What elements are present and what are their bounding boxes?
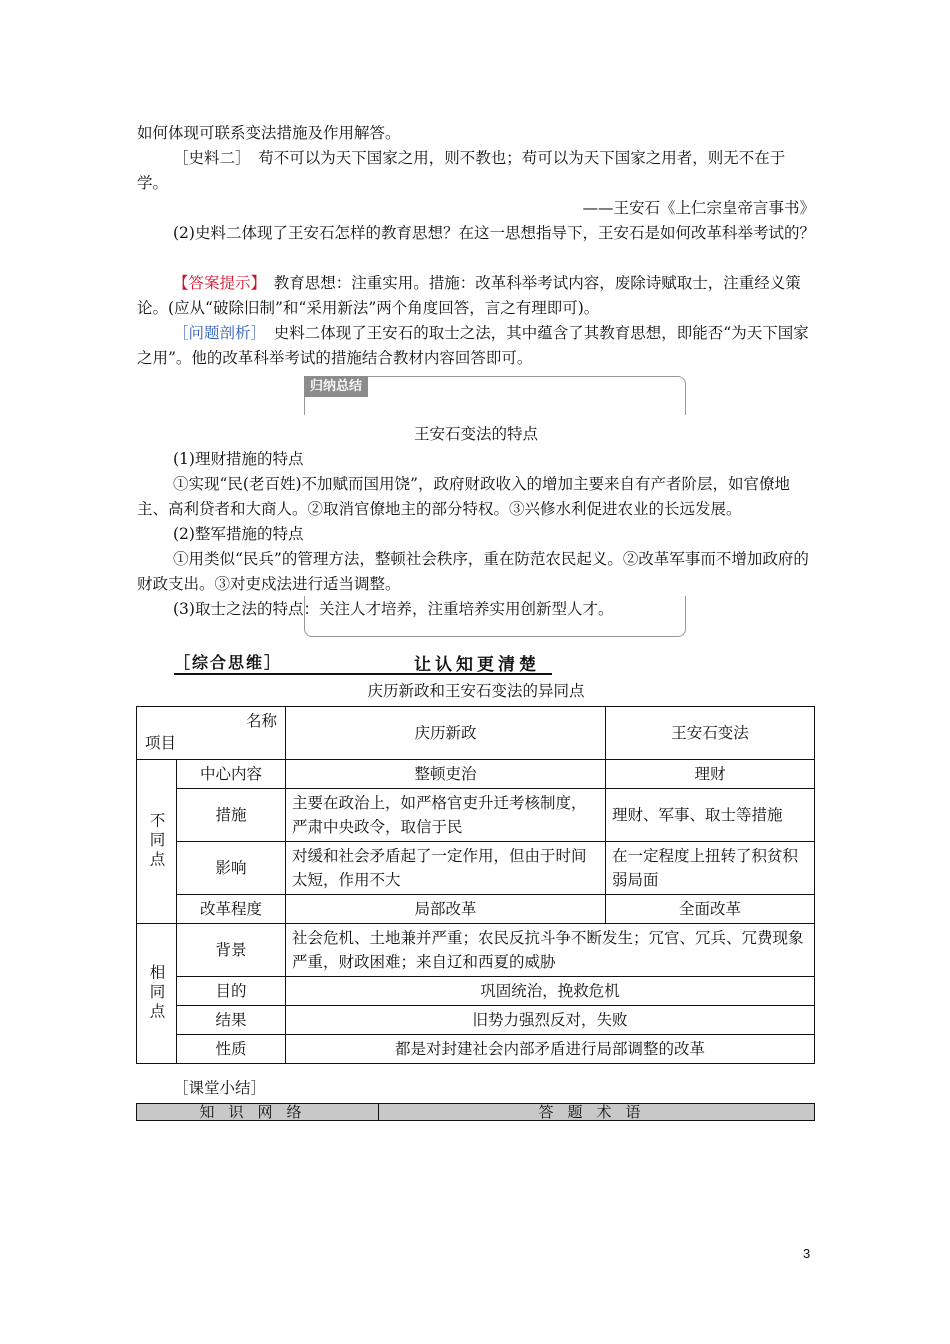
source-label: ［史料二］ <box>173 149 243 167</box>
table-caption: 庆历新政和王安石变法的异同点 <box>367 682 585 700</box>
analysis <box>137 321 815 371</box>
summary-text-1: ①实现“民(老百姓)不加赋而国用饶”，政府财政收入的增加主要来自有产者阶层，如官僚地主、高利贷者和大商人。②取消官僚地主的部分特权。③兴修水利促进农业的长远发展。 <box>137 475 790 518</box>
summary-text-2: ①用类似“民兵”的管理方法，整顿社会秩序，重在防范农民起义。②改革军事而不增加政府的财政支出。③对吏戍法进行适当调整。 <box>137 550 809 593</box>
cell-shared: 旧势力强烈反对，失败 <box>286 1006 815 1035</box>
answer-terms-header: 答题术语 <box>379 1104 815 1121</box>
cell-shared: 巩固统治，挽救危机 <box>286 977 815 1006</box>
cell-wanganshi: 全面改革 <box>606 895 815 924</box>
cell-shared: 社会危机、土地兼并严重；农民反抗斗争不断发生；冗官、冗兵、冗费现象严重，财政困难；来自辽和西夏的威胁 <box>286 924 815 977</box>
table-row <box>137 760 815 789</box>
row-label: 措施 <box>177 789 286 842</box>
page-number: 3 <box>803 1246 811 1261</box>
summary-tag: 归纳总结 <box>304 376 368 397</box>
table-row <box>137 1035 815 1064</box>
header-qingli: 庆历新政 <box>286 707 606 760</box>
summary-network-table <box>136 1103 815 1121</box>
table-row <box>137 895 815 924</box>
comparison-table <box>136 706 815 1064</box>
section-underline <box>174 673 552 675</box>
source-material-2 <box>137 146 815 196</box>
table-row <box>137 977 815 1006</box>
header-diagonal-cell <box>137 707 286 760</box>
row-label: 目的 <box>177 977 286 1006</box>
cell-qingli: 局部改革 <box>286 895 606 924</box>
source-text: 苟不可以为天下国家之用，则不教也；苟可以为天下国家之用者，则无不在于学。 <box>137 149 786 192</box>
table-row <box>137 842 815 895</box>
group-differences: 不同点 <box>137 760 177 924</box>
table-row <box>137 1006 815 1035</box>
cell-qingli: 对缓和社会矛盾起了一定作用，但由于时间太短，作用不大 <box>286 842 606 895</box>
knowledge-network-header: 知识网络 <box>137 1104 379 1121</box>
cell-wanganshi: 在一定程度上扭转了积贫积弱局面 <box>606 842 815 895</box>
cell-qingli: 主要在政治上，如严格官吏升迁考核制度，严肃中央政令，取信于民 <box>286 789 606 842</box>
answer-label: 【答案提示】 <box>173 274 259 292</box>
class-summary-label: ［课堂小结］ <box>173 1079 267 1097</box>
cell-qingli: 整顿吏治 <box>286 760 606 789</box>
analysis-label: ［问题剖析］ <box>173 324 259 342</box>
summary-heading-3: (3)取士之法的特点：关注人才培养，注重培养实用创新型人才。 <box>173 600 614 618</box>
header-name: 名称 <box>245 712 277 730</box>
cell-shared: 都是对封建社会内部矛盾进行局部调整的改革 <box>286 1035 815 1064</box>
answer-text: 教育思想：注重实用。措施：改革科举考试内容，废除诗赋取士，注重经义策论。(应从“破除旧制”和“采用新法”两个角度回答，言之有理即可)。 <box>137 274 801 317</box>
row-label: 影响 <box>177 842 286 895</box>
section-subtitle: 让认知更清楚 <box>414 655 540 675</box>
citation: ——王安石《上仁宗皇帝言事书》 <box>582 199 815 217</box>
table-row <box>137 924 815 977</box>
group-similarities: 相同点 <box>137 924 177 1064</box>
cell-wanganshi: 理财、军事、取士等措施 <box>606 789 815 842</box>
summary-heading-1: (1)理财措施的特点 <box>173 450 304 468</box>
row-label: 改革程度 <box>177 895 286 924</box>
summary-box-bottom <box>304 596 686 637</box>
section-label: ［综合思维］ <box>174 653 283 672</box>
row-label: 结果 <box>177 1006 286 1035</box>
header-item: 项目 <box>145 734 177 752</box>
paragraph-intro: 如何体现可联系变法措施及作用解答。 <box>137 124 401 142</box>
row-label: 中心内容 <box>177 760 286 789</box>
summary-title: 王安石变法的特点 <box>413 425 538 443</box>
cell-wanganshi: 理财 <box>606 760 815 789</box>
row-label: 背景 <box>177 924 286 977</box>
table-row <box>137 789 815 842</box>
question-2: (2)史料二体现了王安石怎样的教育思想？在这一思想指导下，王安石是如何改革科举考试的？ <box>173 224 815 242</box>
header-wanganshi: 王安石变法 <box>606 707 815 760</box>
analysis-text: 史料二体现了王安石的取士之法，其中蕴含了其教育思想，即能否“为天下国家之用”。他的改革科举考试的措施结合教材内容回答即可。 <box>137 324 809 367</box>
summary-heading-2: (2)整军措施的特点 <box>173 525 304 543</box>
row-label: 性质 <box>177 1035 286 1064</box>
answer-hint <box>137 271 815 321</box>
